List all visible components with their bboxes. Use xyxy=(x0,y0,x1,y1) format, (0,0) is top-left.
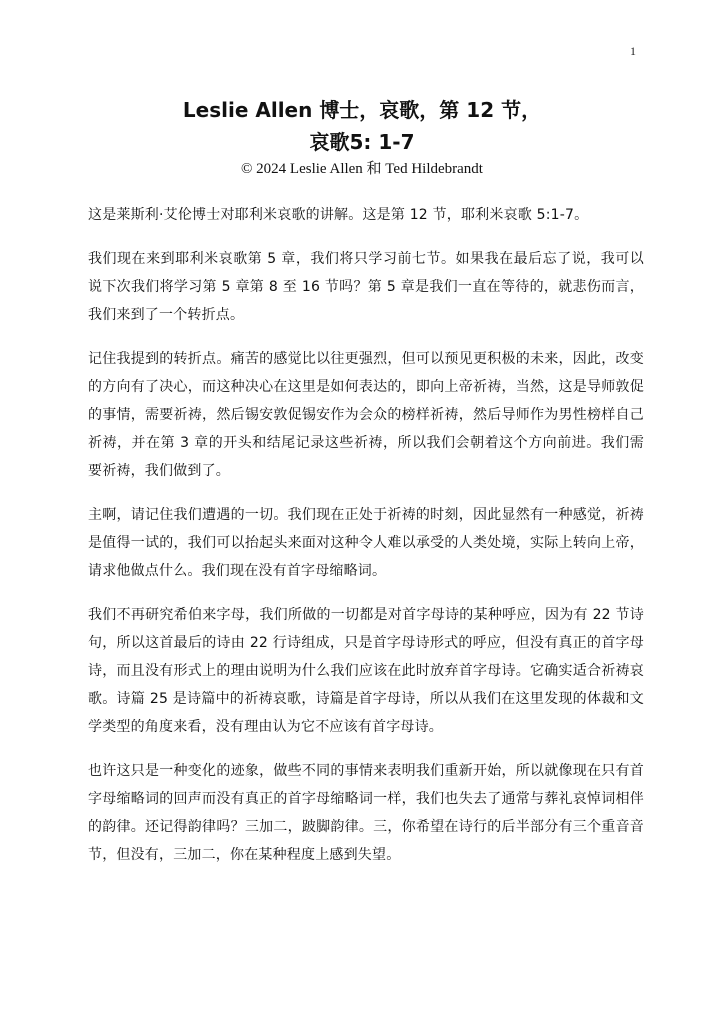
paragraph-4: 主啊，请记住我们遭遇的一切。我们现在正处于祈祷的时刻，因此显然有一种感觉，祈祷是值得一试的，我们可以抬起头来面对这种令人难以承受的人类处境，实际上转向上帝，请求他做点什么。我们现在没有首字母缩略词。 xyxy=(88,507,644,579)
paragraph-5: 我们不再研究希伯来字母，我们所做的一切都是对首字母诗的某种呼应，因为有 22 节诗句，所以这首最后的诗由 22 行诗组成，只是首字母诗形式的呼应，但没有真正的首字母诗，而且没有形式上的理由说明为什么我们应该在此时放弃首字母诗。它确实适合祈祷哀歌。诗篇 25 是诗篇中的祈祷哀歌，诗篇是首字母诗，所以从我们在这里发现的体裁和文学类型的角度来看，没有理由认为它不应该有首字母诗。 xyxy=(88,607,644,735)
copyright-line: © 2024 Leslie Allen 和 Ted Hildebrandt xyxy=(241,161,483,177)
paragraph-3: 记住我提到的转折点。痛苦的感觉比以往更强烈，但可以预见更积极的未来，因此，改变的方向有了决心，而这种决心在这里是如何表达的，即向上帝祈祷，当然，这是导师敦促的事情，需要祈祷，然后锡安敦促锡安作为会众的榜样祈祷，然后导师作为男性榜样自己祈祷，并在第 3 章的开头和结尾记录这些祈祷，所以我们会朝着这个方向前进。我们需要祈祷，我们做到了。 xyxy=(88,351,644,479)
title-block xyxy=(0,94,724,180)
paragraph-1: 这是莱斯利·艾伦博士对耶利米哀歌的讲解。这是第 12 节，耶利米哀歌 5:1-7。 xyxy=(88,207,589,223)
page-title: Leslie Allen 博士，哀歌，第 12 节， xyxy=(182,98,542,122)
page-subtitle: 哀歌5: 1-7 xyxy=(309,130,415,154)
document-body xyxy=(88,201,644,885)
page-number: 1 xyxy=(630,44,636,58)
paragraph-2: 我们现在来到耶利米哀歌第 5 章，我们将只学习前七节。如果我在最后忘了说，我可以说下次我们将学习第 5 章第 8 至 16 节吗？第 5 章是我们一直在等待的，就悲伤而言，我们来到了一个转折点。 xyxy=(88,251,644,323)
paragraph-6: 也许这只是一种变化的迹象，做些不同的事情来表明我们重新开始，所以就像现在只有首字母缩略词的回声而没有真正的首字母缩略词一样，我们也失去了通常与葬礼哀悼词相伴的韵律。还记得韵律吗？三加二，跛脚韵律。三，你希望在诗行的后半部分有三个重音音节，但没有，三加二，你在某种程度上感到失望。 xyxy=(88,763,644,863)
